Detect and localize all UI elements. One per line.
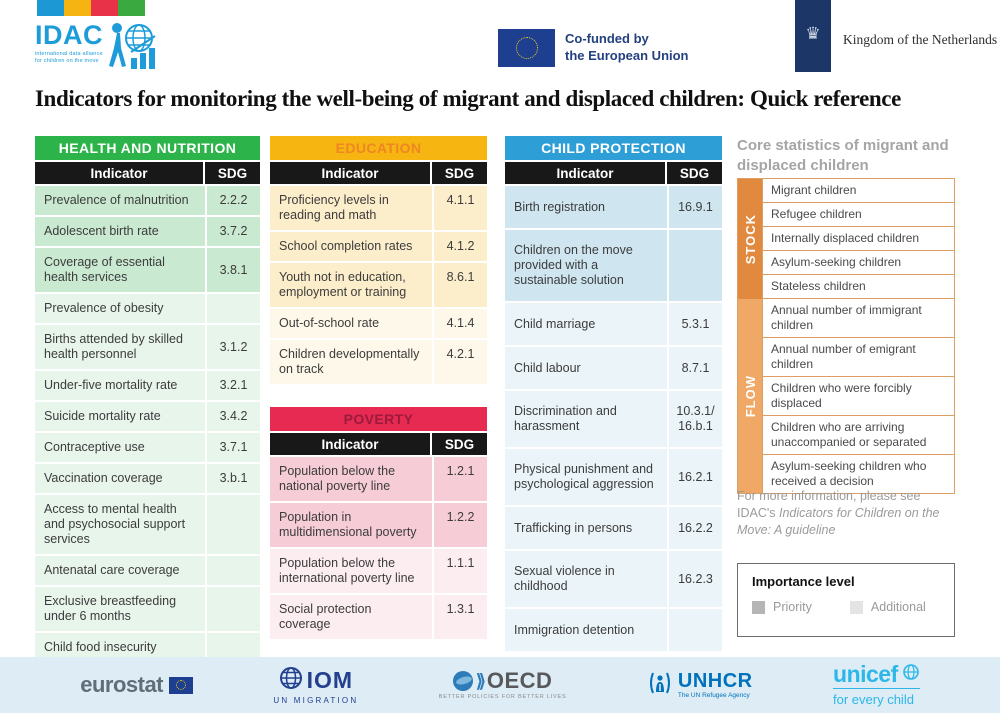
sdg-cell: 4.2.1 xyxy=(432,340,487,384)
sdg-cell: 4.1.1 xyxy=(432,186,487,230)
additional-swatch-icon xyxy=(850,601,863,614)
unhcr-logo xyxy=(647,670,753,701)
idac-tagline-line1: international data alliance xyxy=(35,51,103,57)
additional-label: Additional xyxy=(870,600,926,614)
sdg-cell: 3.7.2 xyxy=(205,217,260,246)
indicator-cell: Coverage of essential health services xyxy=(44,255,165,284)
column-header-indicator: Indicator xyxy=(270,162,432,184)
table-row xyxy=(35,217,260,246)
table-row xyxy=(35,248,260,292)
column-header-indicator: Indicator xyxy=(35,162,205,184)
indicator-cell: School completion rates xyxy=(279,239,413,253)
table-row xyxy=(505,609,722,651)
oecd-logo-subtext: BETTER POLICIES FOR BETTER LIVES xyxy=(438,694,567,700)
table-row xyxy=(270,186,487,230)
table-row xyxy=(270,457,487,501)
core-statistic-row: Annual number of immigrant children xyxy=(762,299,954,338)
iom-logo xyxy=(273,666,358,705)
table-row xyxy=(35,495,260,554)
core-statistic-row: Children who were forcibly displaced xyxy=(762,377,954,416)
flow-section xyxy=(738,299,954,493)
unicef-globe-icon xyxy=(902,663,920,686)
sdg-cell: 16.9.1 xyxy=(667,186,722,228)
table-row xyxy=(505,347,722,389)
child-protection-table-columns xyxy=(505,162,722,184)
core-statistics-heading: Core statistics of migrant and displaced children xyxy=(737,137,949,175)
indicator-cell: Child labour xyxy=(514,360,581,375)
table-row xyxy=(35,371,260,400)
core-statistic-row: Asylum-seeking children who received a decision xyxy=(762,455,954,493)
indicator-cell: Child marriage xyxy=(514,316,596,331)
indicator-cell: Sexual violence in childhood xyxy=(514,564,615,593)
table-row xyxy=(505,303,722,345)
table-row xyxy=(270,309,487,338)
colorbar-blue xyxy=(37,0,64,16)
colorbar-red xyxy=(91,0,118,16)
eu-cofunded-line1: Co-funded by xyxy=(565,31,649,47)
sdg-cell: 2.2.2 xyxy=(205,186,260,215)
sdg-cell: 3.b.1 xyxy=(205,464,260,493)
eu-cofunded-logo xyxy=(498,29,689,67)
table-row xyxy=(35,325,260,369)
indicator-cell: Physical punishment and psychological aggression xyxy=(514,462,654,491)
idac-logo-text: IDAC xyxy=(35,20,103,50)
sdg-cell: 5.3.1 xyxy=(667,303,722,345)
indicator-cell: Adolescent birth rate xyxy=(44,224,159,238)
sdg-cell: 3.8.1 xyxy=(205,248,260,292)
core-statistic-row: Asylum-seeking children xyxy=(762,251,954,275)
core-statistic-row: Internally displaced children xyxy=(762,227,954,251)
oecd-logo-text: OECD xyxy=(486,668,553,693)
colorbar-green xyxy=(118,0,145,16)
info-note xyxy=(737,488,957,539)
table-row xyxy=(270,232,487,261)
indicator-cell: Population below the national poverty line xyxy=(279,464,396,493)
indicator-cell: Exclusive breastfeeding under 6 months xyxy=(44,594,177,623)
core-statistic-row: Migrant children xyxy=(762,179,954,203)
column-header-sdg: SDG xyxy=(444,165,475,181)
core-statistic-row: Stateless children xyxy=(762,275,954,299)
partner-logo-bar xyxy=(0,657,1000,713)
child-protection-table-title: CHILD PROTECTION xyxy=(505,136,722,160)
sdg-cell xyxy=(205,587,260,631)
sdg-cell: 4.1.2 xyxy=(432,232,487,261)
sdg-cell: 3.4.2 xyxy=(205,402,260,431)
stock-section xyxy=(738,179,954,299)
eurostat-logo xyxy=(80,672,193,698)
sdg-cell xyxy=(205,556,260,585)
poverty-table-title: POVERTY xyxy=(270,407,487,431)
sdg-cell xyxy=(205,294,260,323)
legend-item-priority xyxy=(752,600,812,614)
eurostat-logo-text: eurostat xyxy=(80,672,163,697)
sdg-cell xyxy=(667,609,722,651)
health-table-title: HEALTH AND NUTRITION xyxy=(35,136,260,160)
table-row xyxy=(505,186,722,228)
core-statistics-table xyxy=(737,178,955,494)
sdg-cell: 1.1.1 xyxy=(432,549,487,593)
priority-swatch-icon xyxy=(752,601,765,614)
indicator-cell: Children on the move provided with a sustainable solution xyxy=(514,243,633,287)
stock-label: STOCK xyxy=(738,179,762,299)
sdg-cell: 1.2.2 xyxy=(432,503,487,547)
table-row xyxy=(35,556,260,585)
sdg-cell: 4.1.4 xyxy=(432,309,487,338)
indicator-cell: Birth registration xyxy=(514,199,606,214)
eurostat-flag-icon xyxy=(169,677,193,694)
netherlands-label: Kingdom of the Netherlands xyxy=(843,32,998,47)
unhcr-emblem-icon xyxy=(647,670,673,701)
info-note-publication: Indicators for Children on the Move: A guideline xyxy=(737,505,940,537)
sdg-cell xyxy=(205,495,260,554)
poverty-table xyxy=(270,407,487,639)
table-row xyxy=(35,402,260,431)
table-row xyxy=(35,294,260,323)
indicator-cell: Prevalence of obesity xyxy=(44,301,164,315)
eu-cofunded-line2: the European Union xyxy=(565,48,689,63)
table-row xyxy=(505,230,722,301)
indicator-cell: Vaccination coverage xyxy=(44,471,163,485)
table-row xyxy=(35,587,260,631)
sdg-cell xyxy=(667,230,722,301)
info-note-text: For more information, please see IDAC's xyxy=(737,489,921,520)
indicator-cell: Access to mental health and psychosocial support services xyxy=(44,502,186,546)
indicator-cell: Contraceptive use xyxy=(44,440,145,454)
table-row xyxy=(270,549,487,593)
sdg-cell: 3.7.1 xyxy=(205,433,260,462)
netherlands-crest-icon: ♛ xyxy=(805,24,821,43)
indicator-cell: Proficiency levels in reading and math xyxy=(279,193,389,222)
unicef-logo xyxy=(833,663,920,707)
indicator-cell: Trafficking in persons xyxy=(514,520,633,535)
table-row xyxy=(505,507,722,549)
unicef-logo-subtext: for every child xyxy=(833,692,914,707)
table-row xyxy=(505,391,722,447)
sdg-cell: 8.7.1 xyxy=(667,347,722,389)
sdg-cell: 16.2.2 xyxy=(667,507,722,549)
core-statistic-row: Children who are arriving unaccompanied or separated xyxy=(762,416,954,455)
column-header-sdg: SDG xyxy=(679,165,710,181)
sdg-cell: 8.6.1 xyxy=(432,263,487,307)
sdg-cell: 10.3.1/ 16.b.1 xyxy=(667,391,722,447)
education-table xyxy=(270,136,487,384)
column-header-sdg: SDG xyxy=(217,165,248,181)
netherlands-logo xyxy=(795,0,998,72)
column-header-indicator: Indicator xyxy=(270,433,432,455)
table-row xyxy=(505,449,722,505)
importance-legend xyxy=(737,563,955,637)
health-table-columns xyxy=(35,162,260,184)
indicator-cell: Under-five mortality rate xyxy=(44,378,178,392)
sdg-cell: 16.2.3 xyxy=(667,551,722,607)
eu-flag-icon xyxy=(498,29,555,67)
sdg-cell: 3.2.1 xyxy=(205,371,260,400)
unhcr-logo-subtext: The UN Refugee Agency xyxy=(677,692,750,699)
indicator-cell: Prevalence of malnutrition xyxy=(44,193,189,207)
education-table-columns xyxy=(270,162,487,184)
health-nutrition-table xyxy=(35,136,260,662)
child-protection-table xyxy=(505,136,722,651)
iom-logo-text: IOM xyxy=(306,666,354,693)
sdg-cell: 16.2.1 xyxy=(667,449,722,505)
indicator-cell: Antenatal care coverage xyxy=(44,563,180,577)
indicator-cell: Social protection coverage xyxy=(279,602,372,631)
legend-item-additional xyxy=(850,600,926,614)
unicef-logo-text: unicef xyxy=(833,661,898,687)
priority-label: Priority xyxy=(773,600,812,614)
table-row xyxy=(505,551,722,607)
indicator-cell: Suicide mortality rate xyxy=(44,409,161,423)
oecd-logo xyxy=(439,670,567,700)
table-row xyxy=(270,263,487,307)
sdg-cell: 1.3.1 xyxy=(432,595,487,639)
table-row xyxy=(35,186,260,215)
indicator-cell: Immigration detention xyxy=(514,622,635,637)
column-header-indicator: Indicator xyxy=(505,162,667,184)
indicator-cell: Discrimination and harassment xyxy=(514,404,617,433)
indicator-cell: Births attended by skilled health personnel xyxy=(44,332,183,361)
indicator-cell: Population below the international poverty line xyxy=(279,556,415,585)
sdg-cell: 1.2.1 xyxy=(432,457,487,501)
idac-tagline-line2: for children on the move xyxy=(35,57,99,64)
core-statistic-row: Annual number of emigrant children xyxy=(762,338,954,377)
table-row xyxy=(270,595,487,639)
sdg-cell: 3.1.2 xyxy=(205,325,260,369)
table-row xyxy=(270,503,487,547)
idac-person-globe-icon xyxy=(105,18,161,77)
netherlands-banner-icon xyxy=(795,0,831,72)
table-row xyxy=(270,340,487,384)
sdg-colorbar xyxy=(37,0,145,16)
indicator-cell: Child food insecurity xyxy=(44,640,157,654)
page-title: Indicators for monitoring the well-being of migrant and displaced children: Quick reference xyxy=(35,86,901,111)
poverty-table-columns xyxy=(270,433,487,455)
oecd-swoosh-icon: ⟫ xyxy=(475,670,484,691)
indicator-cell: Out-of-school rate xyxy=(279,316,380,330)
iom-logo-subtext: UN MIGRATION xyxy=(273,695,359,705)
importance-legend-title: Importance level xyxy=(752,574,855,589)
column-header-sdg: SDG xyxy=(444,436,475,452)
indicator-cell: Population in multidimensional poverty xyxy=(279,510,417,539)
core-statistic-row: Refugee children xyxy=(762,203,954,227)
unhcr-logo-text: UNHCR xyxy=(677,670,753,692)
table-row xyxy=(35,433,260,462)
colorbar-yellow xyxy=(64,0,91,16)
flow-label: FLOW xyxy=(738,299,762,493)
idac-logo xyxy=(35,22,161,77)
indicator-cell: Youth not in education, employment or training xyxy=(279,270,407,299)
iom-globe-icon xyxy=(279,666,303,695)
oecd-globe-icon xyxy=(453,671,473,691)
education-table-title: EDUCATION xyxy=(270,136,487,160)
indicator-cell: Children developmentally on track xyxy=(279,347,420,376)
table-row xyxy=(35,464,260,493)
